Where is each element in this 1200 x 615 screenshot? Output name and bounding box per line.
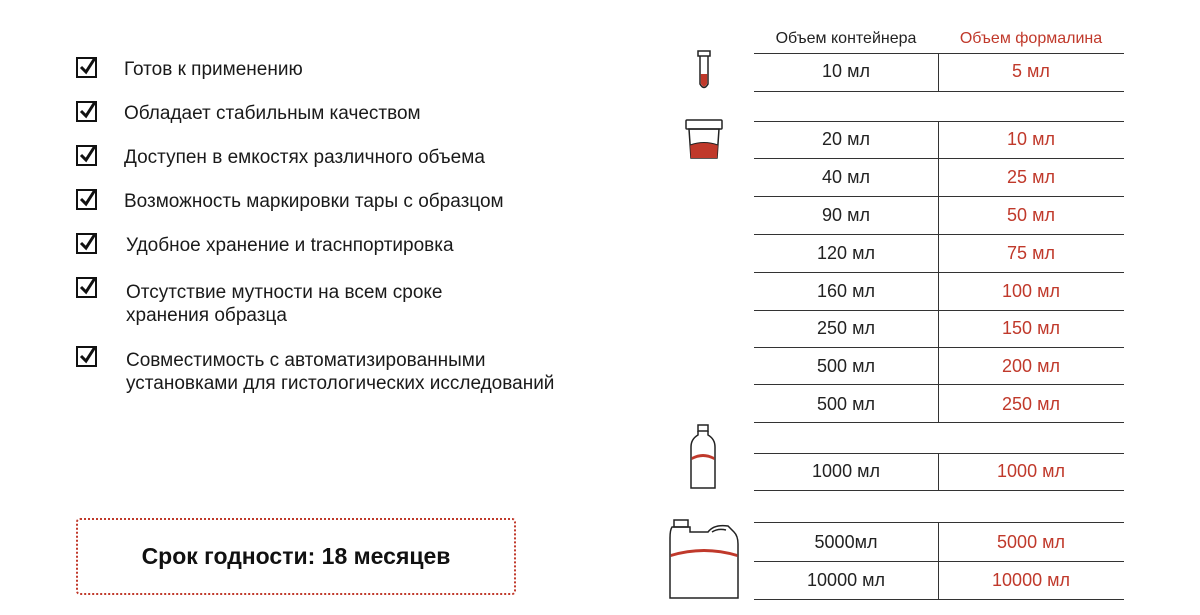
feature-text-line: хранения образца [126, 305, 287, 326]
table-divider [754, 91, 1124, 92]
formalin-volume-cell: 75 мл [1007, 243, 1055, 263]
feature-text-line: Отсутствие мутности на всем сроке [126, 282, 443, 303]
table-divider [754, 453, 1124, 454]
table-divider [754, 53, 1124, 54]
test-tube-icon [694, 50, 714, 92]
table-divider [754, 347, 1124, 348]
feature-text: Готов к применению [124, 59, 303, 80]
feature-text-line: Совместимость с автоматизированными [126, 350, 486, 371]
table-divider [754, 422, 1124, 423]
bottle-icon [688, 423, 718, 491]
container-volume-cell: 5000мл [814, 532, 878, 552]
checkbox-checked-icon [76, 145, 97, 166]
container-volume-cell: 160 мл [817, 281, 875, 301]
table-divider [754, 490, 1124, 491]
container-volume-cell: 120 мл [817, 243, 875, 263]
formalin-volume-cell: 250 мл [1002, 394, 1060, 414]
formalin-volume-cell: 5 мл [1012, 61, 1050, 81]
formalin-volume-cell: 25 мл [1007, 167, 1055, 187]
feature-text: Доступен в емкостях различного объема [124, 147, 485, 168]
checkbox-checked-icon [76, 101, 97, 122]
feature-text: Удобное хранение и traснпортировка [126, 235, 454, 256]
formalin-volume-cell: 5000 мл [997, 532, 1065, 552]
feature-item [76, 346, 97, 367]
container-volume-cell: 500 мл [817, 394, 875, 414]
table-divider [754, 272, 1124, 273]
formalin-volume-cell: 200 мл [1002, 356, 1060, 376]
checkbox-checked-icon [76, 57, 97, 78]
checkbox-checked-icon [76, 277, 97, 298]
container-volume-cell: 500 мл [817, 356, 875, 376]
formalin-volume-cell: 10000 мл [992, 570, 1070, 590]
feature-item [76, 145, 97, 166]
formalin-volume-cell: 150 мл [1002, 318, 1060, 338]
feature-text: Возможность маркировки тары с образцом [124, 191, 504, 212]
table-divider [754, 196, 1124, 197]
table-divider [754, 522, 1124, 523]
container-volume-cell: 10000 мл [807, 570, 885, 590]
canister-icon [668, 518, 740, 600]
container-volume-cell: 20 мл [822, 129, 870, 149]
header-container-volume: Объем контейнера [775, 30, 917, 47]
table-divider [754, 599, 1124, 600]
shelf-life-text: Срок годности: 18 месяцев [141, 543, 451, 569]
feature-item [76, 57, 97, 78]
feature-item [76, 277, 97, 298]
table-divider [754, 310, 1124, 311]
feature-item [76, 233, 97, 254]
table-divider [754, 561, 1124, 562]
table-divider [754, 121, 1124, 122]
formalin-volume-cell: 1000 мл [997, 461, 1065, 481]
checkbox-checked-icon [76, 233, 97, 254]
formalin-volume-cell: 50 мл [1007, 205, 1055, 225]
container-volume-cell: 250 мл [817, 318, 875, 338]
table-divider [754, 234, 1124, 235]
formalin-volume-cell: 100 мл [1002, 281, 1060, 301]
checkbox-checked-icon [76, 189, 97, 210]
specimen-cup-icon [684, 118, 724, 160]
container-volume-cell: 40 мл [822, 167, 870, 187]
feature-text-line: установками для гистологических исследований [126, 373, 555, 394]
container-volume-cell: 90 мл [822, 205, 870, 225]
feature-text: Обладает стабильным качеством [124, 103, 421, 124]
formalin-volume-cell: 10 мл [1007, 129, 1055, 149]
checkbox-checked-icon [76, 346, 97, 367]
table-divider [754, 384, 1124, 385]
container-volume-cell: 10 мл [822, 61, 870, 81]
container-volume-cell: 1000 мл [812, 461, 880, 481]
feature-item [76, 101, 97, 122]
feature-item [76, 189, 97, 210]
table-divider [754, 158, 1124, 159]
header-formalin-volume: Объем формалина [959, 30, 1103, 47]
shelf-life-box [76, 518, 516, 595]
